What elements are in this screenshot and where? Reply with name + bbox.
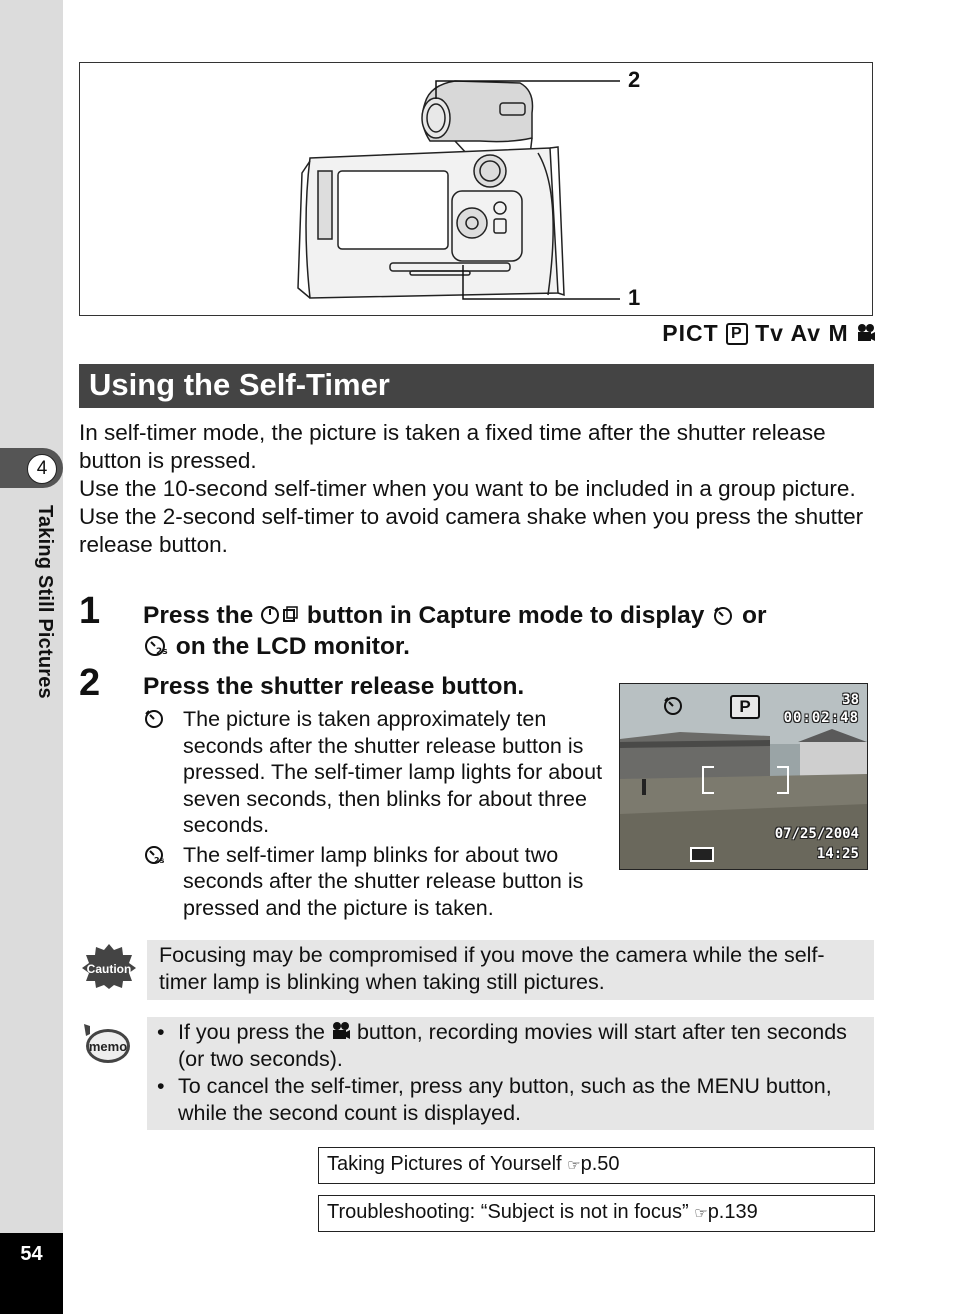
svg-text:2s: 2s xyxy=(154,855,165,865)
memo-list xyxy=(157,1019,867,1127)
section-banner xyxy=(79,364,874,408)
movie-icon xyxy=(856,323,876,343)
lcd-preview xyxy=(619,683,868,870)
camera-figure xyxy=(79,62,873,316)
lcd-mode-icon: P xyxy=(730,695,760,719)
step-number-1: 1 xyxy=(79,590,101,632)
list-item: • If you press the button, recording movies will start after ten seconds (or two seconds). xyxy=(157,1020,847,1071)
list-item: • To cancel the self-timer, press any button, such as the MENU button, while the second count is displayed. xyxy=(157,1074,832,1125)
self-timer-drive-button-icon xyxy=(260,604,300,626)
lcd-time: 14:25 xyxy=(816,846,859,862)
pointing-hand-icon: ☞ xyxy=(694,1205,708,1222)
callout-2: 2 xyxy=(628,67,641,92)
mode-program: P xyxy=(726,323,748,345)
self-timer-10s-icon xyxy=(711,604,735,626)
step-2-details xyxy=(143,706,613,924)
self-timer-10s-icon xyxy=(143,706,165,730)
list-item: 2s The self-timer lamp blinks for about two seconds after the shutter release button is pressed and the picture is taken. xyxy=(143,842,613,922)
lcd-date: 07/25/2004 xyxy=(774,826,859,842)
focus-frame-right xyxy=(777,766,789,794)
step-1-text: Press the button in Capture mode to display or 2s on the LCD monitor. xyxy=(143,602,767,660)
svg-text:2s: 2s xyxy=(156,647,168,657)
caution-icon xyxy=(80,942,138,990)
pointing-hand-icon: ☞ xyxy=(567,1157,581,1174)
chapter-number: 4 xyxy=(27,454,57,484)
camera-illustration xyxy=(80,63,871,314)
reference-link[interactable]: Taking Pictures of Yourself ☞p.50 xyxy=(318,1147,875,1184)
battery-icon xyxy=(690,847,714,862)
mode-av: Av xyxy=(790,320,822,346)
self-timer-2s-icon xyxy=(143,842,167,866)
lcd-movie-time: 00:02:48 xyxy=(783,710,859,726)
step-number-2: 2 xyxy=(79,662,101,704)
callout-1: 1 xyxy=(628,285,641,310)
caution-text: Focusing may be compromised if you move the camera while the self-timer lamp is blinking when taking still pictures. xyxy=(159,943,825,994)
self-timer-10s-icon xyxy=(662,694,684,716)
focus-frame-left xyxy=(702,766,714,794)
intro-text xyxy=(79,419,879,559)
mode-pict: PICT xyxy=(662,320,719,346)
svg-text:memo: memo xyxy=(88,1039,128,1054)
intro-paragraph: Use the 2-second self-timer to avoid camera shake when you press the shutter release button. xyxy=(79,504,864,557)
self-timer-2s-icon xyxy=(143,634,169,658)
movie-icon xyxy=(331,1021,351,1041)
intro-paragraph: In self-timer mode, the picture is taken a fixed time after the shutter release button is pressed. xyxy=(79,420,826,473)
intro-paragraph: Use the 10-second self-timer when you want to be included in a group picture. xyxy=(79,476,856,501)
mode-tv: Tv xyxy=(755,320,784,346)
list-item: The picture is taken approximately ten seconds after the shutter release button is pressed. The self-timer lamp lights for about seven seconds, then blinks for about three seconds. xyxy=(143,706,613,839)
chapter-title: Taking Still Pictures xyxy=(34,505,56,699)
page-number: 54 xyxy=(20,1243,43,1265)
reference-link[interactable]: Troubleshooting: “Subject is not in focus” ☞p.139 xyxy=(318,1195,875,1232)
svg-text:Caution: Caution xyxy=(86,962,132,976)
step-2-text: Press the shutter release button. xyxy=(143,673,525,700)
memo-icon xyxy=(80,1020,132,1066)
applicable-modes xyxy=(640,320,876,350)
lcd-shots-remaining: 38 xyxy=(842,692,859,708)
page-title: Using the Self-Timer xyxy=(89,367,390,402)
mode-manual: M xyxy=(828,320,849,346)
